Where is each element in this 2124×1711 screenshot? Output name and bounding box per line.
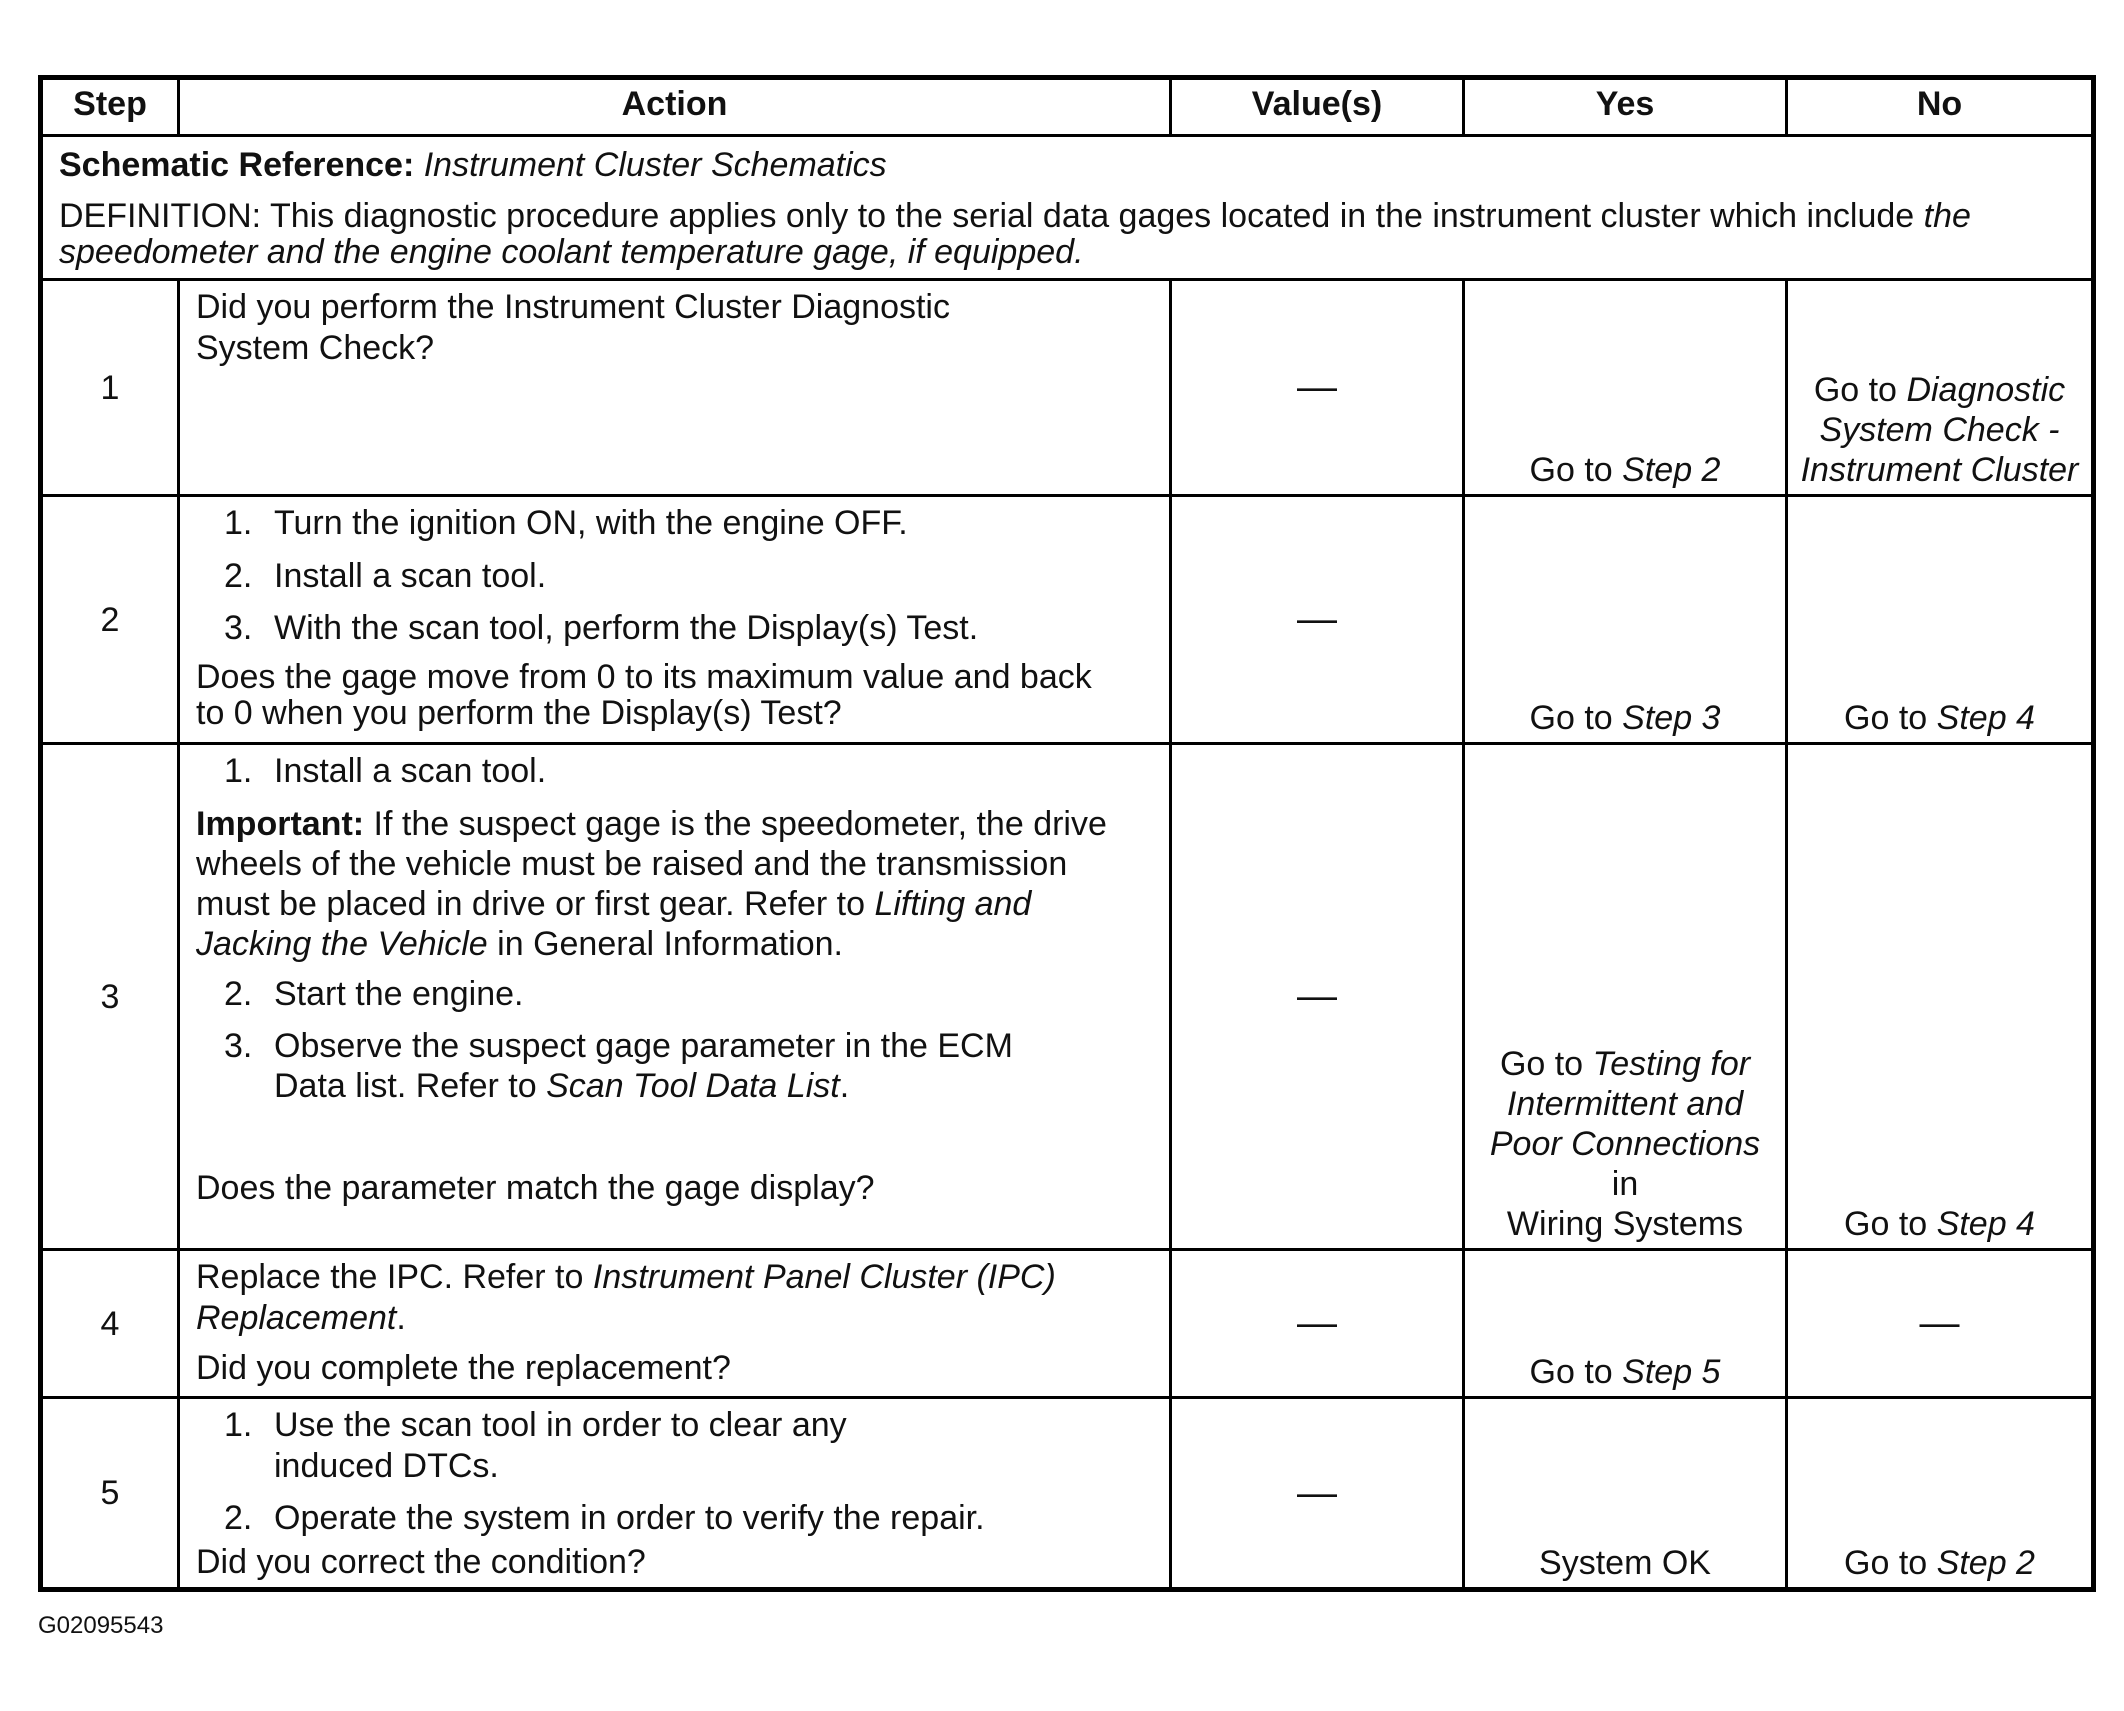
yes-link[interactable]: Step 5 <box>1622 1353 1721 1392</box>
step-number: 1 <box>41 280 179 496</box>
value-cell: — <box>1171 744 1464 1250</box>
yes-link[interactable]: Step 2 <box>1622 451 1721 490</box>
yes-suffix: Wiring Systems <box>1506 1205 1744 1244</box>
list-item: 1. Turn the ignition ON, with the engine OFF. <box>224 504 908 543</box>
important-label: Important: <box>196 804 365 843</box>
no-prefix: Go to <box>1844 1544 1928 1583</box>
important-tail: in General Information. <box>497 924 843 963</box>
list-item: 3. With the scan tool, perform the Display(s) Test. <box>224 608 979 647</box>
schematic-reference <box>59 145 2075 185</box>
yes-prefix: Go to <box>1499 1044 1584 1083</box>
list-item: 2. Install a scan tool. <box>224 556 547 595</box>
yes-cell <box>1464 744 1787 1250</box>
value-cell: — <box>1171 1398 1464 1590</box>
figure-id: G02095543 <box>38 1612 164 1639</box>
action-cell <box>179 280 1171 496</box>
header-no: No <box>1787 78 2094 136</box>
action-cell <box>179 744 1171 1250</box>
step-question: Does the parameter match the gage display? <box>196 1169 875 1208</box>
header-step: Step <box>41 78 179 136</box>
step-number: 5 <box>41 1398 179 1590</box>
table-row <box>41 496 2094 744</box>
step-number: 3 <box>41 744 179 1250</box>
no-cell <box>1787 280 2094 496</box>
no-cell <box>1787 744 2094 1250</box>
action-cell <box>179 496 1171 744</box>
yes-link[interactable]: Testing for Intermittent and Poor Connections <box>1489 1044 1761 1164</box>
yes-prefix: Go to <box>1529 1353 1613 1392</box>
no-prefix: Go to <box>1844 699 1928 738</box>
list-item: 1. Use the scan tool in order to clear any induced DTCs. <box>224 1406 847 1485</box>
yes-link[interactable]: Step 3 <box>1622 699 1721 738</box>
important-link[interactable]: Lifting and Jacking the Vehicle <box>196 884 1032 963</box>
no-prefix: Go to <box>1844 1205 1928 1244</box>
yes-cell <box>1464 496 1787 744</box>
step-question: Did you perform the Instrument Cluster Diagnostic System Check? <box>196 288 950 367</box>
item3-link[interactable]: Scan Tool Data List <box>546 1067 840 1106</box>
yes-cell <box>1464 1250 1787 1398</box>
no-link[interactable]: Step 4 <box>1936 699 2035 738</box>
item3-text: Observe the suspect gage parameter in the ECM Data list. Refer to <box>274 1027 1013 1106</box>
header-action: Action <box>179 78 1171 136</box>
reference-row <box>41 136 2094 280</box>
step-question: Did you complete the replacement? <box>196 1348 731 1387</box>
schematic-reference-link[interactable]: Instrument Cluster Schematics <box>423 146 887 184</box>
diagnostic-table-container <box>38 75 2091 1592</box>
action-cell <box>179 1250 1171 1398</box>
header-yes: Yes <box>1464 78 1787 136</box>
important-note <box>196 804 1146 964</box>
no-cell <box>1787 1398 2094 1590</box>
important-text: If the suspect gage is the speedometer, the drive wheels of the vehicle must be raised and the transmission must be placed in drive or first gear. Refer to <box>196 804 1107 923</box>
yes-prefix: Go to <box>1529 699 1613 738</box>
no-cell <box>1787 496 2094 744</box>
no-prefix: Go to <box>1813 371 1897 410</box>
diagnostic-table <box>38 75 2096 1592</box>
step-question: Does the gage move from 0 to its maximum value and back to 0 when you perform the Display(s) Test? <box>196 657 1092 732</box>
no-link[interactable]: Step 2 <box>1936 1544 2035 1583</box>
action-text: Replace the IPC. Refer to Instrument Panel Cluster (IPC) Replacement. <box>196 1258 1056 1337</box>
action-link[interactable]: Instrument Panel Cluster (IPC) Replacement <box>196 1258 1056 1337</box>
table-row <box>41 744 2094 1250</box>
no-link[interactable]: Diagnostic System Check - Instrument Cluster <box>1800 371 2079 490</box>
table-row <box>41 280 2094 496</box>
schematic-reference-label: Schematic Reference: <box>59 146 415 184</box>
definition-plain: DEFINITION: This diagnostic procedure applies only to the serial data gages located in the instrument cluster which include <box>59 197 1915 236</box>
header-values: Value(s) <box>1171 78 1464 136</box>
reference-cell <box>41 136 2094 280</box>
value-cell: — <box>1171 280 1464 496</box>
definition-italic: the speedometer and the engine coolant temperature gage, if equipped. <box>59 197 1971 271</box>
definition-text <box>59 199 2075 270</box>
yes-prefix: Go to <box>1529 451 1613 490</box>
value-cell: — <box>1171 496 1464 744</box>
no-link[interactable]: Step 4 <box>1936 1205 2035 1244</box>
value-cell: — <box>1171 1250 1464 1398</box>
list-item: 3. Observe the suspect gage parameter in the ECM Data list. Refer to Scan Tool Data List. <box>224 1027 1013 1106</box>
list-item: 2. Start the engine. <box>224 975 524 1014</box>
list-item: 2. Operate the system in order to verify the repair. <box>224 1498 985 1537</box>
table-row <box>41 1250 2094 1398</box>
no-cell: — <box>1787 1250 2094 1398</box>
table-row <box>41 1398 2094 1590</box>
action-cell <box>179 1398 1171 1590</box>
yes-mid: in <box>1611 1165 1639 1204</box>
header-row <box>41 78 2094 136</box>
step-question: Did you correct the condition? <box>196 1542 646 1581</box>
step-number: 4 <box>41 1250 179 1398</box>
step-number: 2 <box>41 496 179 744</box>
yes-cell <box>1464 280 1787 496</box>
yes-cell: System OK <box>1464 1398 1787 1590</box>
list-item: 1. Install a scan tool. <box>224 752 547 791</box>
